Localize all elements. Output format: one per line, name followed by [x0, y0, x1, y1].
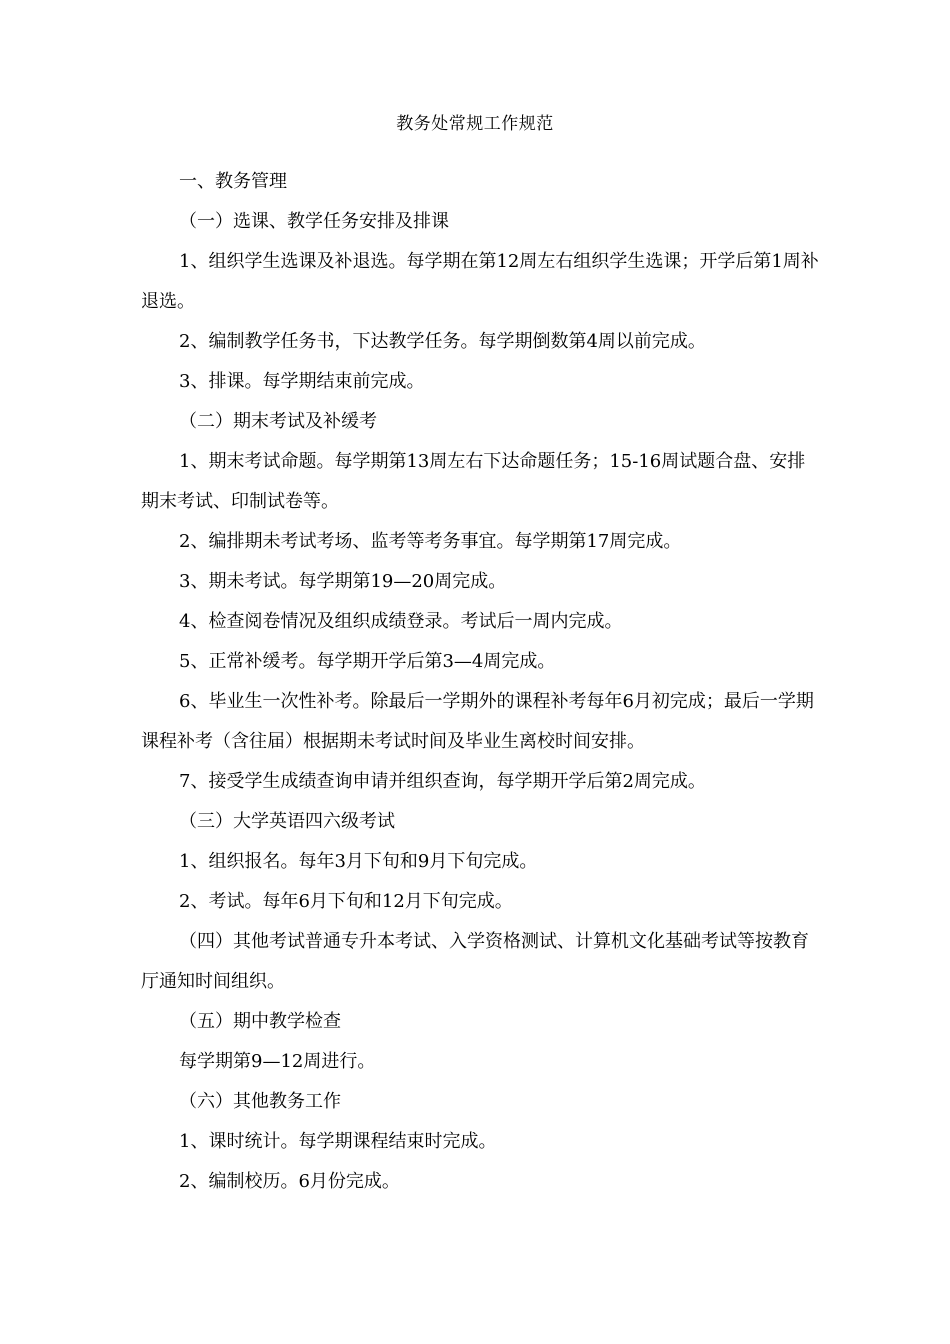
paragraph-grading: 4、检查阅卷情况及组织成绩登录。考试后一周内完成。 [179, 611, 623, 632]
subsection-heading-cet: （三）大学英语四六级考试 [179, 811, 395, 832]
paragraph-midterm-check: 每学期第9—12周进行。 [179, 1051, 376, 1072]
paragraph-makeup-exam: 5、正常补缓考。每学期开学后第3—4周完成。 [179, 651, 556, 672]
paragraph-teaching-tasks: 2、编制教学任务书，下达教学任务。每学期倒数第4周以前完成。 [179, 331, 706, 352]
paragraph-final-exam: 3、期未考试。每学期第19—20周完成。 [179, 571, 507, 592]
subsection-heading-midterm-check: （五）期中教学检查 [179, 1011, 341, 1032]
paragraph-graduate-makeup: 6、毕业生一次性补考。除最后一学期外的课程补考每年6月初完成；最后一学期课程补考（含往届）根据期未考试时间及毕业生离校时间安排。 [141, 691, 814, 752]
paragraph-scheduling: 3、排课。每学期结束前完成。 [179, 371, 425, 392]
paragraph-exam-rooms: 2、编排期未考试考场、监考等考务事宜。每学期第17周完成。 [179, 531, 682, 552]
subsection-heading-final-exams: （二）期末考试及补缓考 [179, 411, 377, 432]
document-title: 教务处常规工作规范 [396, 114, 554, 134]
paragraph-class-hours: 1、课时统计。每学期课程结束时完成。 [179, 1131, 497, 1152]
subsection-heading-course-selection: （一）选课、教学任务安排及排课 [179, 211, 449, 232]
paragraph-school-calendar: 2、编制校历。6月份完成。 [179, 1171, 400, 1192]
subsection-heading-other-affairs: （六）其他教务工作 [179, 1091, 341, 1112]
paragraph-course-selection: 1、组织学生选课及补退选。每学期在第12周左右组织学生选课；开学后第1周补退选。 [141, 251, 819, 312]
document-body [141, 162, 821, 1202]
paragraph-exam-questions: 1、期末考试命题。每学期第13周左右下达命题任务；15-16周试题合盘、安排期末考试、印制试卷等。 [141, 451, 806, 512]
paragraph-grade-inquiry: 7、接受学生成绩查询申请并组织查询，每学期开学后第2周完成。 [179, 771, 706, 792]
section-heading-academic-affairs: 一、教务管理 [179, 171, 287, 192]
subsection-heading-other-exams: （四）其他考试普通专升本考试、入学资格测试、计算机文化基础考试等按教育厅通知时间组织。 [141, 931, 809, 992]
paragraph-cet-exam: 2、考试。每年6月下旬和12月下旬完成。 [179, 891, 513, 912]
paragraph-cet-registration: 1、组织报名。每年3月下旬和9月下旬完成。 [179, 851, 538, 872]
